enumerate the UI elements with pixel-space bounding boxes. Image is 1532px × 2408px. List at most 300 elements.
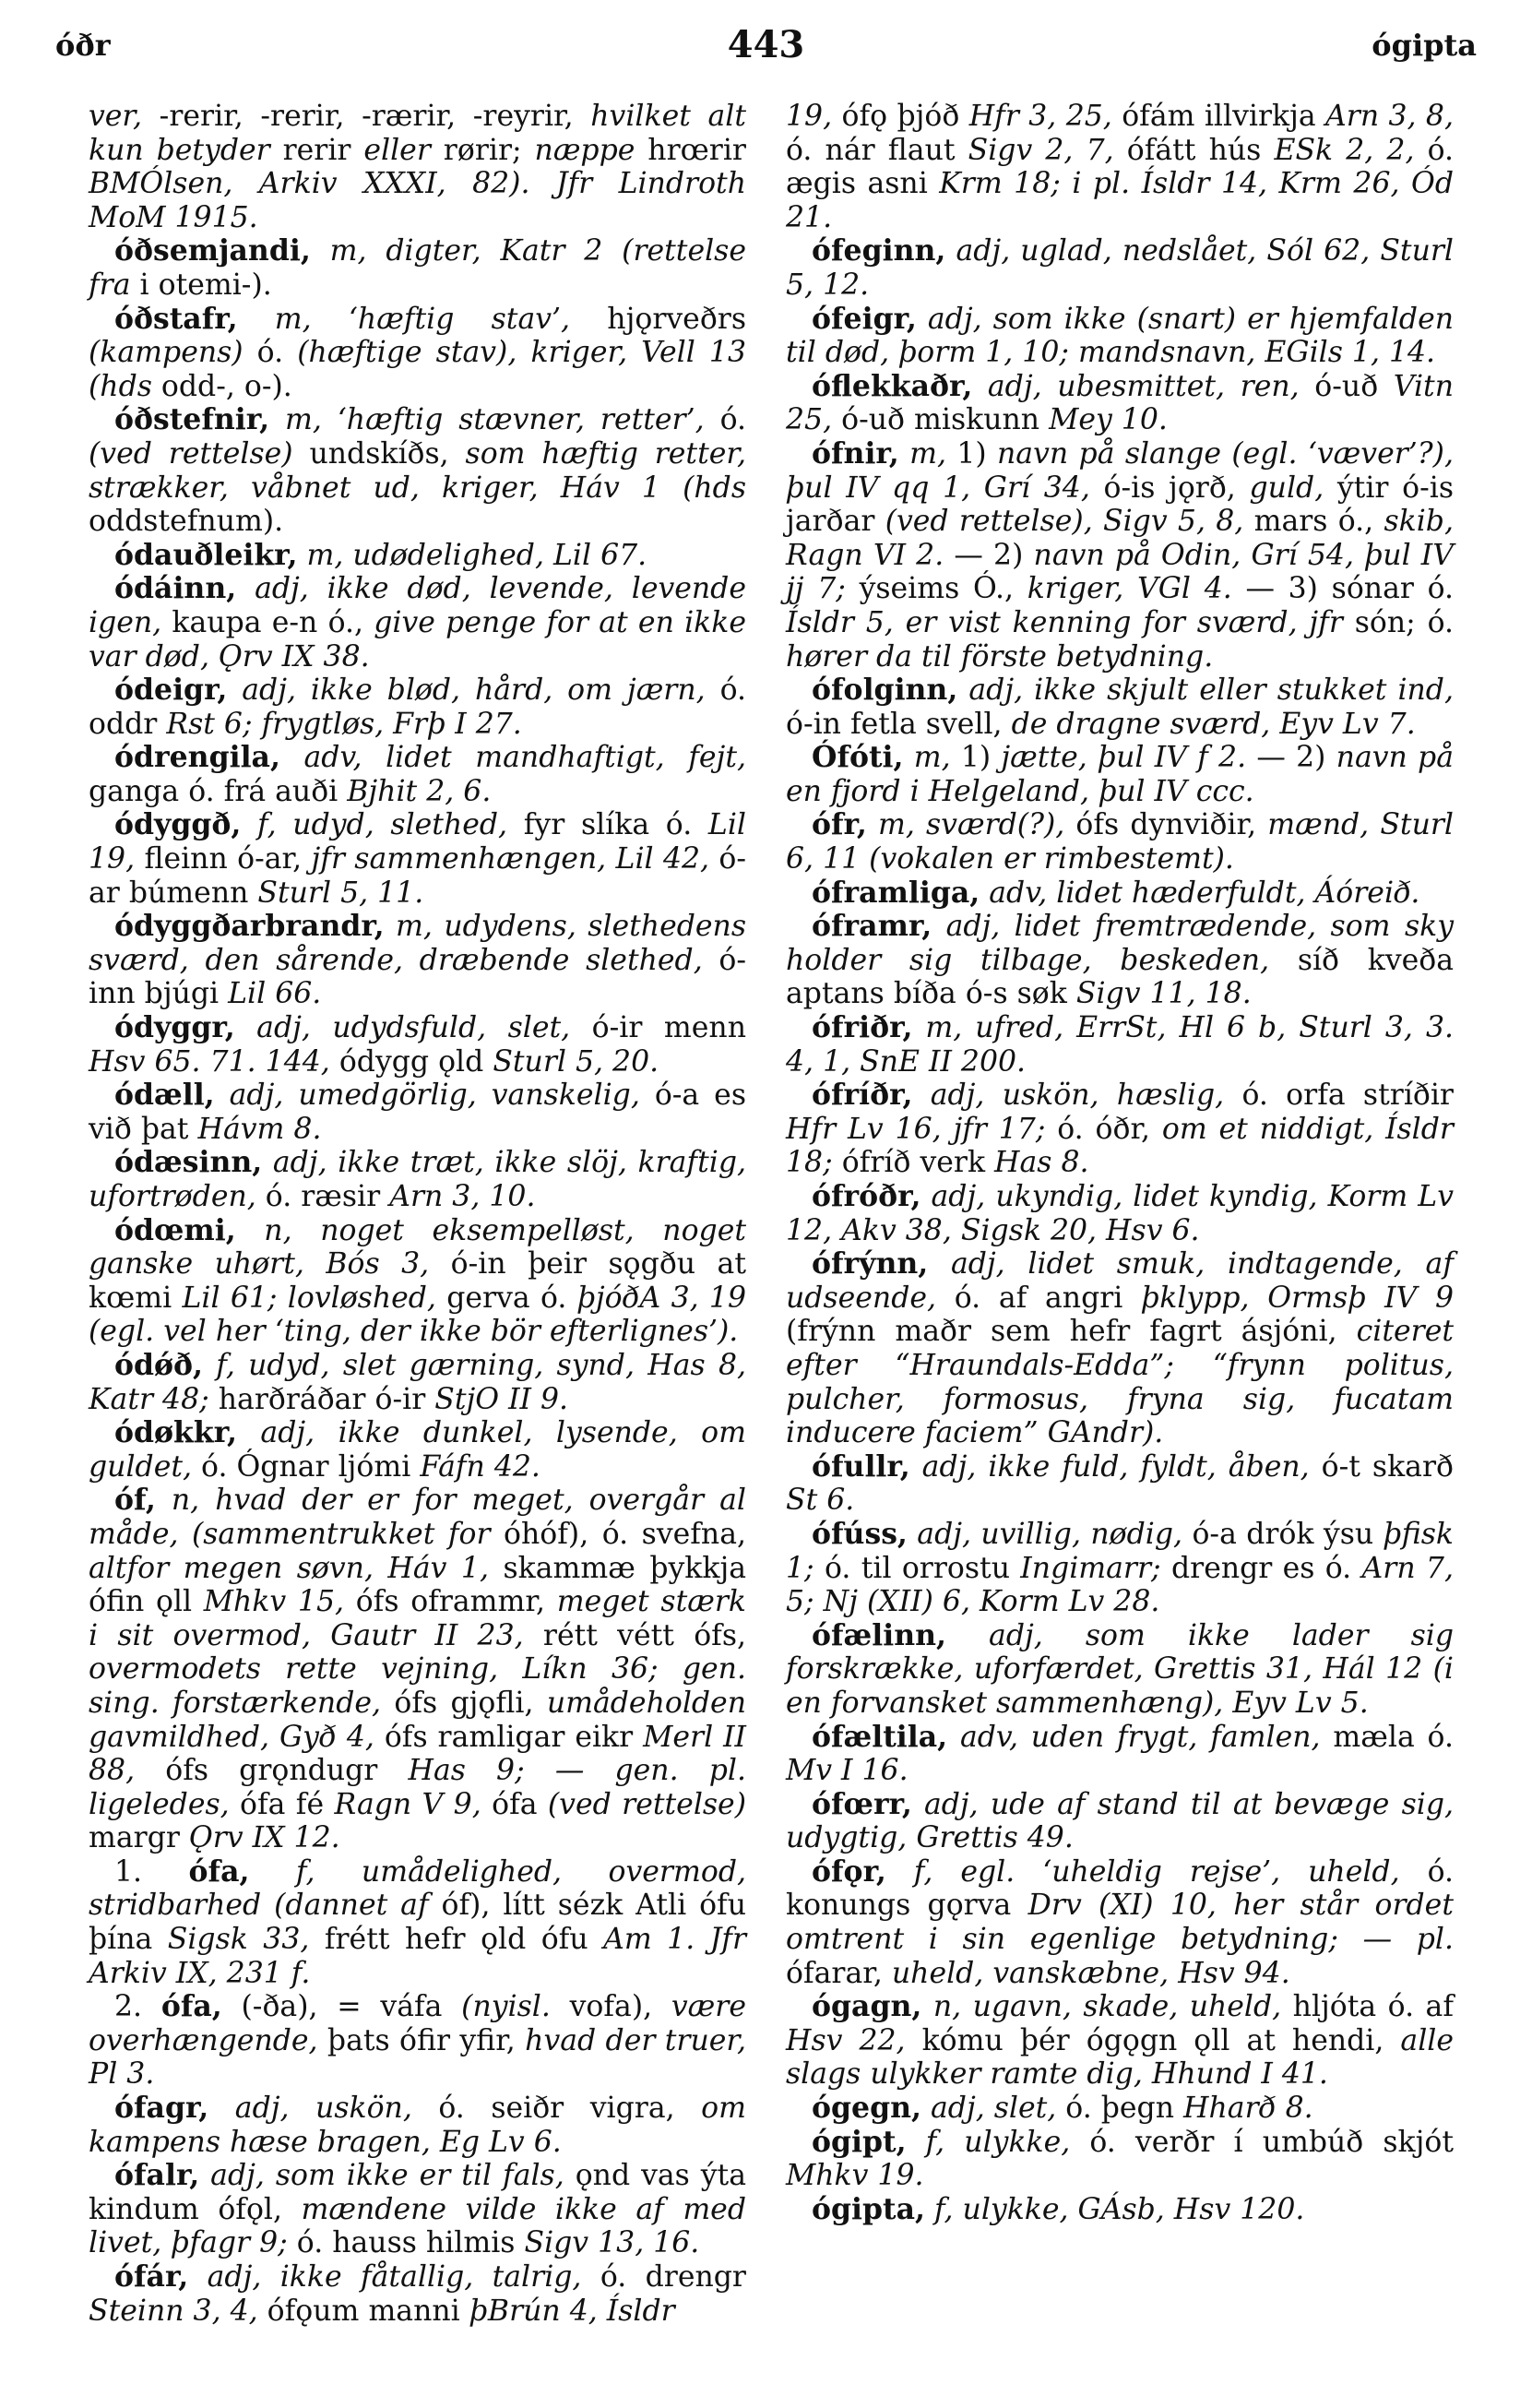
entry-italic-text: jætte, þul IV f 2.	[1001, 741, 1247, 775]
entry-text: ófríð verk	[832, 1146, 995, 1180]
entry-italic-text: adj, ikke død, levende, levende igen,	[89, 572, 746, 639]
entry-text: rørir;	[430, 133, 535, 167]
entry-italic-text: adj, uskön,	[208, 2092, 412, 2126]
entry-italic-text: adj, umedgörlig, vanskelig,	[214, 1079, 640, 1113]
entry-italic-text: Ragn V 9,	[334, 1787, 481, 1821]
entry-text: — 2)	[944, 538, 1034, 572]
entry-italic-text: navn på Odin, Grí 54, þul IV jj 7;	[786, 538, 1455, 606]
entry-text: ganga ó. frá auði	[89, 774, 348, 808]
entry-text: ófa fé	[229, 1787, 335, 1821]
entry-text: ófs gjǫfli,	[381, 1686, 547, 1720]
entry-text: mæla ó.	[1320, 1720, 1454, 1754]
dictionary-entry	[89, 1079, 746, 1146]
dictionary-entry	[786, 370, 1454, 437]
dictionary-entry	[786, 1990, 1454, 2092]
dictionary-entry	[786, 303, 1454, 370]
entry-italic-text: adj, som ikke er til fals,	[199, 2159, 564, 2193]
entry-headword: ófalr,	[114, 2158, 200, 2193]
entry-italic-text: Hávm 8.	[197, 1112, 322, 1146]
entry-text: ýtir ó-is jarðar	[786, 471, 1454, 539]
entry-italic-text: n, ugavn, skade, uheld,	[921, 1990, 1282, 2024]
entry-italic-text: give penge for at en ikke var død, Ǫrv IX 38.	[89, 605, 746, 674]
entry-text: odd-, o-).	[151, 369, 292, 403]
entry-italic-text: Has 9; — gen. pl. ligeledes,	[89, 1754, 746, 1821]
entry-text: 2.	[114, 1990, 161, 2024]
entry-italic-text: kriger, VGl 4.	[1027, 572, 1232, 606]
entry-italic-text: Mhkv 19.	[786, 2159, 924, 2193]
dictionary-entry	[89, 674, 746, 741]
dictionary-entry	[89, 741, 746, 808]
entry-headword: ófœrr,	[812, 1786, 912, 1821]
entry-headword: ófæltila,	[812, 1719, 948, 1754]
entry-italic-text: eller	[363, 133, 431, 167]
entry-headword: Ófóti,	[812, 740, 904, 775]
entry-text: ófs oframmr,	[344, 1585, 557, 1619]
entry-text: ó.	[243, 336, 298, 370]
entry-italic-text: adj, lidet smuk, indtagende, af udseende,	[786, 1247, 1454, 1315]
entry-text: ó-uð	[1299, 369, 1394, 403]
entry-italic-text: Merl II 88,	[89, 1720, 746, 1788]
entry-text: ó. ægis asni	[786, 133, 1455, 201]
dictionary-entry	[89, 1855, 746, 1990]
entry-italic-text: (kampens)	[89, 336, 243, 370]
entry-text: ǫnd vas ýta kindum ófǫl,	[89, 2159, 746, 2226]
entry-text: ó.	[704, 403, 746, 437]
entry-italic-text: Sigv 13, 16.	[524, 2226, 700, 2260]
entry-italic-text: þBrún 4, Ísldr	[469, 2294, 675, 2328]
entry-headword: ódœmi,	[114, 1212, 236, 1247]
entry-italic-text: (hæftige stav), kriger, Vell 13 (hds	[89, 336, 746, 403]
entry-headword: óðstafr,	[114, 301, 238, 336]
entry-headword: ódrengila,	[114, 740, 280, 775]
running-head-right: ógipta	[1372, 28, 1477, 63]
entry-text: ódygg ǫld	[329, 1044, 493, 1079]
entry-italic-text: navn på slange (egl. ‘væver’?), þul IV qq 1, Grí 34,	[786, 436, 1454, 505]
entry-text: kómu þér ógǫgn ǫll at hendi,	[905, 2023, 1401, 2057]
entry-italic-text: m, ‘hæftig stævner, retter’,	[269, 403, 705, 437]
entry-italic-text: Am 1. Jfr Arkiv IX, 231 f.	[89, 1923, 746, 1990]
entry-text: 1)	[945, 436, 998, 471]
entry-text: fyr slíka ó.	[507, 808, 708, 842]
entry-italic-text: m, udydens, slethedens sværd, den sårende, dræbende slethed,	[89, 910, 746, 977]
entry-headword: ódáinn,	[114, 571, 237, 606]
dictionary-entry	[89, 1349, 746, 1416]
entry-text: ó. hauss hilmis	[287, 2226, 525, 2260]
entry-text: skammæ þykkja ófin ǫll	[89, 1551, 746, 1619]
entry-italic-text: m,	[898, 436, 946, 471]
entry-italic-text: m, digter, Katr 2 (rettelse fra	[89, 234, 746, 302]
entry-italic-text: meget stærk i sit overmod, Gautr II 23,	[89, 1585, 746, 1652]
entry-italic-text: Lil 61; lovløshed,	[182, 1281, 436, 1315]
dictionary-entry	[786, 1079, 1454, 1180]
entry-italic-text: n, hvad der er for meget, overgår al måde, (sammentrukket for	[89, 1484, 746, 1551]
entry-text: hrœrir	[635, 133, 746, 167]
dictionary-entry	[786, 1247, 1454, 1450]
dictionary-entry	[786, 808, 1454, 876]
entry-italic-text: adj, udydsfuld, slet,	[234, 1011, 571, 1045]
entry-text: frétt hefr ǫld ófu	[309, 1923, 604, 1957]
entry-italic-text: Sigv 11, 18.	[1075, 977, 1252, 1011]
entry-italic-text: Sigv 2, 7,	[968, 133, 1114, 167]
entry-text: ó. þegn	[1056, 2092, 1184, 2126]
entry-headword: ófælinn,	[812, 1617, 946, 1652]
entry-text: 1)	[950, 741, 1002, 775]
entry-italic-text: Krm 18; i pl. Ísldr 14, Krm 26, Ód 21.	[786, 167, 1454, 234]
entry-italic-text: Hsv 22,	[786, 2023, 906, 2057]
entry-italic-text: adj, uskön, hæslig,	[912, 1079, 1225, 1113]
entry-headword: ófa,	[188, 1854, 250, 1889]
page-header	[0, 0, 1532, 88]
entry-text: ófǫum manni	[257, 2294, 469, 2328]
entry-text: ó. ræsir	[255, 1180, 390, 1213]
entry-headword: ógipta,	[812, 2191, 925, 2226]
dictionary-entry	[89, 2159, 746, 2260]
entry-italic-text: (nyisl.	[461, 1990, 551, 2024]
entry-text: ó-in þeir sǫgðu at kœmi	[89, 1247, 746, 1315]
dictionary-entry	[786, 1721, 1454, 1788]
entry-italic-text: StjO II 9.	[434, 1382, 569, 1416]
entry-headword: óf,	[114, 1483, 156, 1518]
dictionary-entry	[786, 1788, 1454, 1855]
entry-italic-text: (ved rettelse)	[547, 1787, 746, 1821]
entry-italic-text: Ǫrv IX 12.	[188, 1821, 340, 1855]
entry-text: ó. konungs gǫrva	[786, 1854, 1455, 1923]
entry-headword: ógegn,	[812, 2091, 921, 2126]
entry-italic-text: adj, ikke træt, ikke slöj, kraftig, ufortrøden,	[89, 1146, 746, 1213]
entry-italic-text: Hsv 65. 71. 144,	[89, 1044, 330, 1079]
entry-headword: ódæll,	[114, 1078, 215, 1113]
dictionary-entry	[89, 2092, 746, 2159]
dictionary-entry	[786, 876, 1454, 911]
dictionary-entry	[89, 403, 746, 538]
entry-text: ófs ramligar eikr	[374, 1720, 644, 1754]
entry-text: ó. af angri	[936, 1281, 1142, 1315]
entry-italic-text: adv, uden frygt, famlen,	[947, 1720, 1321, 1754]
dictionary-entry	[786, 674, 1454, 741]
entry-text: rerir	[269, 133, 364, 167]
entry-text: ó-inn bjúgi	[89, 943, 746, 1011]
dictionary-entry	[786, 2092, 1454, 2126]
entry-headword: ófr,	[812, 807, 867, 842]
entry-italic-text: jfr sammenhængen, Lil 42,	[311, 842, 710, 876]
entry-italic-text: som hæftig retter, strækker, våbnet ud, kriger, Háv 1 (hds	[89, 436, 746, 505]
entry-italic-text: m, ‘hæftig stav’,	[237, 302, 571, 336]
entry-headword: óframliga,	[812, 875, 980, 910]
entry-text: — 2)	[1246, 741, 1336, 775]
entry-text: i otemi-).	[130, 268, 272, 302]
entry-headword: ófeigr,	[812, 301, 917, 336]
entry-italic-text: hører da til förste betydning.	[786, 639, 1214, 674]
entry-text: fleinn ó-ar,	[135, 842, 312, 876]
dictionary-entry	[786, 741, 1454, 808]
entry-italic-text: Steinn 3, 4,	[89, 2294, 258, 2328]
entry-text: ó-ir menn	[570, 1011, 746, 1045]
entry-text: ó. til orrostu	[814, 1551, 1021, 1585]
entry-italic-text: Arn 3, 10.	[389, 1180, 536, 1213]
entry-text: ó. óðr,	[1045, 1112, 1162, 1146]
entry-italic-text: f, ulykke, GÁsb, Hsv 120.	[924, 2192, 1305, 2226]
entry-italic-text: f, udyd, slet gærning, synd, Has 8, Katr 48;	[89, 1348, 746, 1416]
entry-text: ófa	[481, 1787, 548, 1821]
entry-italic-text: adj, ikke fuld, fyldt, åben,	[909, 1449, 1310, 1484]
entry-headword: ófeginn,	[812, 233, 946, 268]
entry-italic-text: skib, Ragn VI 2.	[786, 505, 1454, 572]
entry-headword: óflekkaðr,	[812, 368, 973, 403]
dictionary-entry	[89, 539, 746, 573]
entry-text: ýseims Ó.,	[845, 572, 1027, 606]
entry-italic-text: 19,	[786, 100, 833, 133]
entry-italic-text: (ved rettelse), Sigv 5, 8,	[885, 505, 1244, 539]
page-number: 443	[727, 23, 805, 66]
entry-text: ó. oddr	[89, 674, 747, 741]
entry-text: són; ó.	[1342, 605, 1455, 639]
entry-italic-text: St 6.	[786, 1484, 855, 1518]
entry-italic-text: guld,	[1249, 471, 1324, 505]
entry-italic-text: om et niddigt, Ísldr 18;	[786, 1112, 1454, 1180]
entry-italic-text: Drv (XI) 10, her står ordet omtrent i sin egenlige betydning; — pl.	[786, 1889, 1454, 1957]
entry-italic-text: Lil 19,	[89, 808, 746, 876]
entry-text: ó. nár flaut	[786, 133, 968, 167]
entry-italic-text: þjóðA 3, 19 (egl. vel her ‘ting, der ikke bör efterlignes’).	[89, 1281, 746, 1349]
entry-headword: ófríðr,	[812, 1078, 913, 1113]
entry-text: þats ófir yfir,	[317, 2023, 526, 2057]
entry-italic-text: Sturl 5, 20.	[493, 1044, 659, 1079]
entry-italic-text: adj, ikke dunkel, lysende, om guldet,	[89, 1416, 746, 1484]
dictionary-entry	[786, 100, 1454, 234]
entry-italic-text: m, ufred, ErrSt, Hl 6 b, Sturl 3, 3. 4, 1, SnE II 200.	[786, 1011, 1454, 1079]
entry-italic-text: Hfr 3, 25,	[968, 100, 1112, 133]
entry-italic-text: uheld, vanskæbne, Hsv 94.	[891, 1956, 1290, 1990]
entry-text: (frýnn maðr sem hefr fagrt ásjóni,	[786, 1315, 1357, 1349]
entry-headword: ófriðr,	[812, 1010, 913, 1045]
entry-italic-text: adj, som ikke lader sig forskrække, uforfærdet, Grettis 31, Hál 12 (i en forvansket sammenhæng), Eyv Lv 5.	[786, 1618, 1454, 1720]
entry-headword: óðstefnir,	[114, 402, 270, 437]
entry-text: síð kveða aptans bíða ó-s søk	[786, 943, 1455, 1011]
entry-text: ó-is jǫrð,	[1089, 471, 1250, 505]
entry-italic-text: mændene vilde ikke af med livet, þfagr 9;	[89, 2192, 746, 2260]
entry-text: drengr es ó.	[1160, 1551, 1362, 1585]
entry-headword: ódyggr,	[114, 1010, 235, 1045]
entry-text: ó. verðr í umbúð skjót	[1070, 2125, 1455, 2159]
entry-text: ó-ar búmenn	[89, 842, 747, 910]
entry-italic-text: m, sværd(?),	[866, 808, 1065, 842]
entry-text: undskíðs,	[292, 436, 466, 471]
entry-italic-text: umådeholden gavmildhed, Gyð 4,	[89, 1686, 746, 1754]
entry-italic-text: Mv I 16.	[786, 1754, 909, 1788]
dictionary-entry	[786, 1518, 1454, 1619]
entry-text: ó. drengr	[581, 2260, 746, 2294]
left-column	[89, 100, 746, 2328]
entry-italic-text: adj, ukyndig, lidet kyndig, Korm Lv 12, Akv 38, Sigsk 20, Hsv 6.	[786, 1180, 1454, 1247]
entry-italic-text: adj, ude af stand til at bevæge sig, udygtig, Grettis 49.	[786, 1787, 1454, 1855]
entry-italic-text: Mey 10.	[1049, 403, 1168, 437]
entry-text: rétt vétt ófs,	[523, 1618, 746, 1652]
entry-italic-text: adj, ikke skjult eller stukket ind,	[957, 674, 1454, 708]
entry-headword: ófróðr,	[812, 1179, 921, 1213]
entry-italic-text: ver,	[89, 100, 143, 133]
entry-text: ófátt hús	[1113, 133, 1275, 167]
entry-italic-text: adv, lidet hæderfuldt, Áóreið.	[980, 876, 1420, 910]
entry-italic-text: navn på en fjord i Helgeland, þul IV ccc.	[786, 741, 1454, 808]
entry-headword: ódeigr,	[114, 673, 228, 708]
entry-text: ó-a es við þat	[89, 1079, 746, 1146]
entry-text: (-ða), = váfa	[221, 1990, 462, 2024]
dictionary-entry	[786, 1855, 1454, 1990]
running-head-left: óðr	[55, 28, 111, 63]
entry-text: ófs grǫndugr	[135, 1754, 409, 1788]
entry-italic-text: Ísldr 5, er vist kenning for sværd, jfr	[786, 605, 1343, 639]
entry-italic-text: Sturl 5, 11.	[257, 876, 424, 910]
entry-headword: ófár,	[114, 2259, 189, 2294]
entry-italic-text: f, ulykke,	[906, 2125, 1071, 2159]
entry-text: kaupa e-n ó.,	[161, 605, 374, 639]
dictionary-entry	[89, 1416, 746, 1484]
right-column	[786, 100, 1454, 2226]
entry-italic-text: Sigsk 33,	[167, 1923, 310, 1957]
entry-italic-text: ESk 2, 2,	[1274, 133, 1415, 167]
entry-italic-text: altfor megen søvn, Háv 1,	[89, 1551, 489, 1585]
entry-italic-text: adj, lidet fremtrædende, som sky holder sig tilbage, beskeden,	[786, 910, 1454, 977]
entry-headword: ófnir,	[812, 435, 899, 471]
entry-italic-text: Fáfn 42.	[420, 1449, 540, 1484]
entry-italic-text: Hharð 8.	[1183, 2092, 1313, 2126]
entry-italic-text: citeret efter “Hraundals-Edda”; “frynn politus, pulcher, formosus, fryna sig, fucatam inducere faciem” GAndr).	[786, 1315, 1454, 1450]
entry-headword: ófǫr,	[812, 1854, 886, 1889]
entry-text: ó. Ógnar ljómi	[192, 1449, 421, 1484]
entry-text: ó. orfa stríðir	[1224, 1079, 1454, 1113]
entry-italic-text: næppe	[534, 133, 635, 167]
entry-text: ó-a drók ýsu	[1182, 1517, 1384, 1551]
entry-italic-text: hvad der truer, Pl 3.	[89, 2023, 746, 2092]
entry-text: — 3) sónar ó.	[1231, 572, 1455, 606]
entry-headword: ófa,	[160, 1989, 222, 2024]
entry-italic-text: Rst 6; frygtløs, Frþ I 27.	[166, 707, 522, 741]
dictionary-entry	[89, 234, 746, 302]
entry-italic-text: overmodets rette vejning, Líkn 36; gen. sing. forstærkende,	[89, 1652, 746, 1720]
entry-text: margr	[89, 1821, 189, 1855]
entry-headword: óðsemjandi,	[114, 233, 311, 268]
entry-italic-text: m, udødelighed, Lil 67.	[297, 538, 647, 572]
dictionary-entry	[786, 1619, 1454, 1721]
dictionary-entry	[786, 1450, 1454, 1518]
entry-headword: ódauðleikr,	[114, 537, 298, 572]
entry-italic-text: Bjhit 2, 6.	[347, 774, 492, 808]
dictionary-entry	[786, 2193, 1454, 2227]
entry-italic-text: m,	[903, 741, 951, 775]
entry-text: hljóta ó. af	[1281, 1990, 1455, 2024]
entry-text: 1.	[114, 1854, 189, 1889]
entry-headword: ófrýnn,	[812, 1246, 929, 1281]
entry-headword: óframr,	[812, 909, 932, 944]
entry-italic-text: f, umådelighed, overmod, stridbarhed (dannet af	[89, 1854, 746, 1923]
entry-italic-text: være overhængende,	[89, 1990, 746, 2057]
entry-italic-text: Has 8.	[994, 1146, 1089, 1180]
entry-italic-text: f, egl. ‘uheldig rejse’, uheld,	[885, 1854, 1400, 1889]
dictionary-entry	[89, 1011, 746, 1079]
entry-italic-text: de dragne sværd, Eyv Lv 7.	[1011, 707, 1416, 741]
entry-text: ó-in fetla svell,	[786, 707, 1012, 741]
entry-italic-text: Arn 7, 5; Nj (XII) 6, Korm Lv 28.	[786, 1551, 1454, 1619]
entry-text: harðráðar ó-ir	[208, 1382, 435, 1416]
entry-italic-text: adj, ubesmittet, ren,	[972, 369, 1300, 403]
entry-text: óf), lítt sézk Atli ófu þína	[89, 1889, 746, 1957]
entry-italic-text: þklypp, Ormsþ IV 9	[1141, 1281, 1454, 1315]
entry-italic-text: om kampens hæse bragen, Eg Lv 6.	[89, 2092, 746, 2159]
entry-headword: ógagn,	[812, 1989, 922, 2024]
entry-italic-text: BMÓlsen, Arkiv XXXI, 82). Jfr Lindroth MoM 1915.	[89, 167, 746, 234]
entry-italic-text: Mhkv 15,	[203, 1585, 345, 1619]
dictionary-entry	[89, 808, 746, 910]
entry-text: ófs dynviðir,	[1064, 808, 1268, 842]
dictionary-entry	[89, 303, 746, 404]
entry-text: óhóf), ó. svefna,	[490, 1517, 747, 1551]
entry-headword: ófagr,	[114, 2091, 209, 2126]
entry-headword: ódǿð,	[114, 1347, 204, 1382]
entry-italic-text: Hfr Lv 16, jfr 17;	[786, 1112, 1046, 1146]
entry-headword: ófúss,	[812, 1516, 908, 1551]
entry-italic-text: alle slags ulykker ramte dig, Hhund I 41.	[786, 2023, 1454, 2092]
entry-headword: ófolginn,	[812, 673, 958, 708]
entry-italic-text: (ved rettelse)	[89, 436, 293, 471]
entry-italic-text: Ingimarr;	[1020, 1551, 1161, 1585]
dictionary-entry	[89, 100, 746, 234]
entry-text: oddstefnum).	[89, 505, 284, 539]
entry-text: hjǫrveðrs	[570, 302, 747, 336]
entry-headword: ódyggð,	[114, 807, 242, 842]
entry-italic-text: adj, uglad, nedslået, Sól 62, Sturl 5, 12.	[786, 234, 1454, 302]
entry-italic-text: adj, ikke blød, hård, om jærn,	[227, 674, 706, 708]
dictionary-entry	[786, 2126, 1454, 2193]
entry-headword: ódæsinn,	[114, 1145, 263, 1180]
dictionary-entry	[89, 1990, 746, 2092]
dictionary-entry	[89, 1214, 746, 1349]
entry-text: -rerir, -rerir, -rærir, -reyrir,	[142, 100, 591, 133]
entry-italic-text: Arn 3, 8,	[1325, 100, 1454, 133]
entry-italic-text: þfisk 1;	[786, 1517, 1454, 1585]
entry-text: ófám illvirkja	[1111, 100, 1326, 133]
entry-italic-text: Vitn 25,	[786, 369, 1454, 437]
entry-text: ófarar,	[786, 1956, 892, 1990]
entry-text: ó-t skarð	[1309, 1449, 1454, 1484]
entry-text: ófǫ þjóð	[832, 100, 969, 133]
entry-italic-text: f, udyd, slethed,	[241, 808, 508, 842]
dictionary-entry	[786, 1180, 1454, 1247]
dictionary-entry	[89, 572, 746, 674]
dictionary-entry	[786, 910, 1454, 1011]
entry-headword: ógipt,	[812, 2124, 907, 2159]
entry-headword: ódyggðarbrandr,	[114, 909, 385, 944]
entry-italic-text: adj, som ikke (snart) er hjemfalden til død, þorm 1, 10; mandsnavn, EGils 1, 14.	[786, 302, 1454, 370]
entry-text: ó-uð miskunn	[832, 403, 1050, 437]
entry-italic-text: adv, lidet mandhaftigt, fejt,	[279, 741, 746, 775]
entry-italic-text: Lil 66.	[228, 977, 322, 1011]
dictionary-entry	[89, 2260, 746, 2328]
entry-italic-text: adj, uvillig, nødig,	[907, 1517, 1183, 1551]
dictionary-entry	[89, 1146, 746, 1213]
entry-text: gerva ó.	[435, 1281, 577, 1315]
entry-text: vofa),	[550, 1990, 671, 2024]
entry-text: mars ó.,	[1243, 505, 1384, 539]
dictionary-entry	[786, 234, 1454, 302]
entry-italic-text: adj, slet,	[920, 2092, 1057, 2126]
dictionary-entry	[89, 1484, 746, 1855]
entry-headword: ódøkkr,	[114, 1415, 237, 1450]
entry-text: ó. seiðr vigra,	[411, 2092, 702, 2126]
dictionary-entry	[786, 1011, 1454, 1079]
entry-headword: ófullr,	[812, 1448, 910, 1484]
entry-italic-text: mænd, Sturl 6, 11 (vokalen er rimbestemt).	[786, 808, 1454, 876]
entry-italic-text: n, noget eksempelløst, noget ganske uhørt, Bós 3,	[89, 1213, 746, 1281]
